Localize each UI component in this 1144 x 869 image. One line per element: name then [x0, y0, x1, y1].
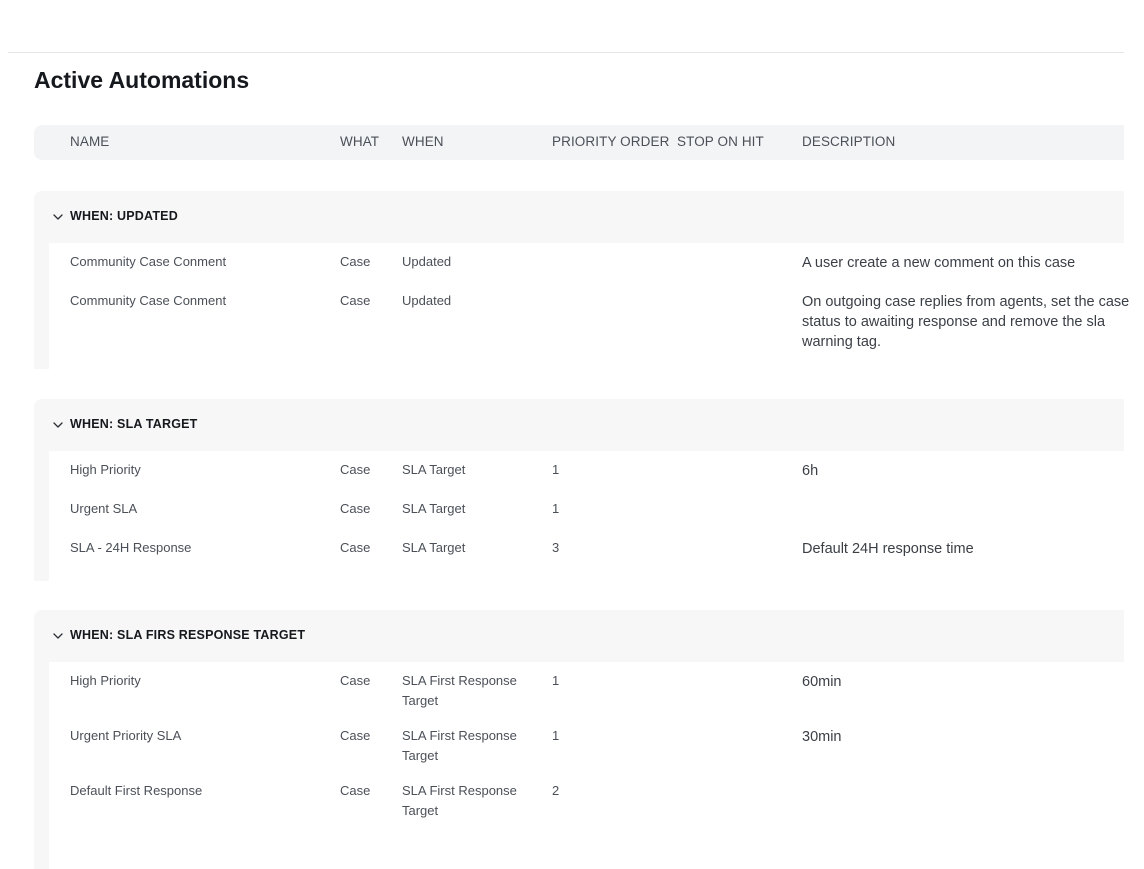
table-row[interactable]: [49, 243, 1124, 282]
cell-priority: 2: [552, 783, 560, 798]
cell-when: SLA Target: [402, 540, 466, 555]
table-row[interactable]: [49, 717, 1124, 772]
group-rows: [49, 662, 1124, 869]
table-header: [34, 125, 1124, 160]
cell-when: SLA First Response Target: [402, 728, 517, 763]
group-title: WHEN: SLA TARGET: [70, 417, 198, 431]
page-title: Active Automations: [34, 67, 250, 93]
cell-name: High Priority: [70, 673, 141, 688]
cell-what: Case: [340, 673, 371, 688]
cell-when: SLA First Response Target: [402, 673, 517, 708]
cell-what: Case: [340, 501, 371, 516]
cell-when: SLA First Response Target: [402, 783, 517, 818]
cell-description: 6h: [802, 463, 819, 479]
column-header-description[interactable]: DESCRIPTION: [802, 134, 896, 149]
table-row[interactable]: [49, 529, 1124, 581]
cell-name: Default First Response: [70, 783, 203, 798]
group-toggle-sla-first-response-target[interactable]: [34, 610, 1124, 662]
table-row[interactable]: [49, 451, 1124, 490]
group-toggle-updated[interactable]: [34, 191, 1124, 243]
chevron-down-icon: [52, 630, 64, 642]
cell-when: SLA Target: [402, 462, 466, 477]
cell-name: High Priority: [70, 462, 141, 477]
cell-what: Case: [340, 462, 371, 477]
group-title: WHEN: SLA FIRS RESPONSE TARGET: [70, 628, 306, 642]
cell-description: A user create a new comment on this case: [802, 255, 1076, 271]
automation-group-updated: [34, 191, 1130, 369]
cell-description: Default 24H response time: [802, 541, 974, 557]
cell-when: Updated: [402, 293, 452, 308]
cell-name: SLA - 24H Response: [70, 540, 192, 555]
automation-group-sla-first-response-target: [34, 610, 1124, 869]
cell-description: On outgoing case replies from agents, set the case status to awaiting response and remove the sla warning tag.: [802, 294, 1130, 350]
automation-group-sla-target: [34, 399, 1124, 581]
chevron-down-icon: [52, 211, 64, 223]
cell-name: Urgent SLA: [70, 501, 138, 516]
cell-priority: 1: [552, 728, 560, 743]
cell-priority: 3: [552, 540, 560, 555]
cell-name: Urgent Priority SLA: [70, 728, 182, 743]
cell-priority: 1: [552, 501, 560, 516]
table-row[interactable]: [49, 662, 1124, 717]
cell-when: Updated: [402, 254, 452, 269]
group-rows: [49, 451, 1124, 581]
column-header-what[interactable]: WHAT: [340, 134, 380, 149]
cell-description: 30min: [802, 729, 842, 745]
column-header-priority-order[interactable]: PRIORITY ORDER: [552, 134, 670, 149]
automations-table: [34, 125, 1130, 818]
cell-what: Case: [340, 540, 371, 555]
cell-what: Case: [340, 783, 371, 798]
chevron-down-icon: [52, 419, 64, 431]
column-header-when[interactable]: WHEN: [402, 134, 444, 149]
group-rows: [49, 243, 1130, 369]
group-title: WHEN: UPDATED: [70, 209, 178, 223]
cell-what: Case: [340, 254, 371, 269]
cell-what: Case: [340, 293, 371, 308]
column-header-stop-on-hit[interactable]: STOP ON HIT: [677, 134, 764, 149]
cell-when: SLA Target: [402, 501, 466, 516]
top-bar: [8, 0, 1124, 53]
cell-name: Community Case Conment: [70, 254, 227, 269]
cell-priority: 1: [552, 462, 560, 477]
cell-what: Case: [340, 728, 371, 743]
table-row[interactable]: [49, 490, 1124, 529]
group-toggle-sla-target[interactable]: [34, 399, 1124, 451]
cell-priority: 1: [552, 673, 560, 688]
table-row[interactable]: [49, 772, 1124, 869]
cell-name: Community Case Conment: [70, 293, 227, 308]
cell-description: 60min: [802, 674, 842, 690]
table-row[interactable]: [49, 282, 1130, 369]
column-header-name[interactable]: NAME: [70, 134, 110, 149]
